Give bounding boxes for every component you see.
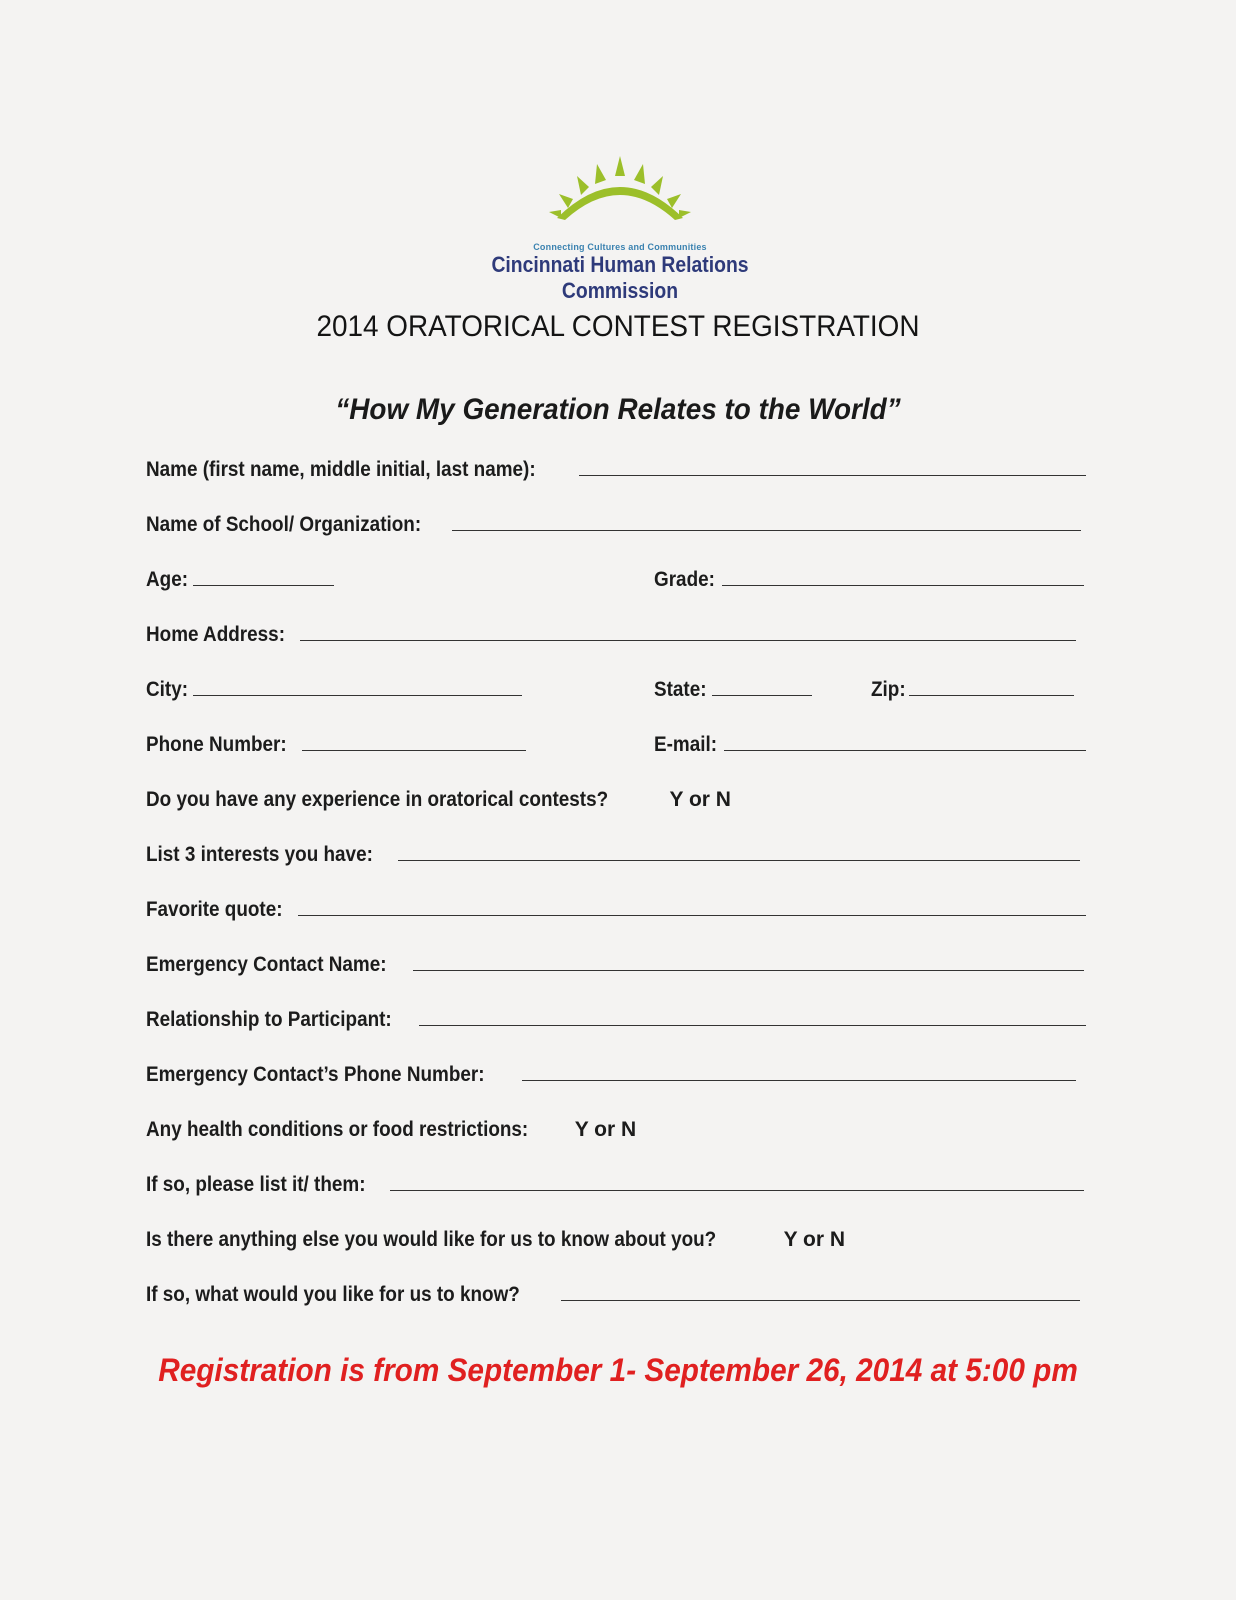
interests-label: List 3 interests you have: [146, 843, 373, 866]
logo-tagline: Connecting Cultures and Communities [533, 242, 707, 252]
health-list-label: If so, please list it/ them: [146, 1173, 366, 1196]
health-question [146, 1110, 636, 1142]
anything-else-detail-field[interactable] [146, 1275, 1080, 1307]
emergency-name-label: Emergency Contact Name: [146, 953, 387, 976]
address-field[interactable] [146, 615, 1076, 647]
name-line[interactable] [579, 474, 1086, 476]
emergency-phone-label: Emergency Contact’s Phone Number: [146, 1063, 485, 1086]
anything-else-label: Is there anything else you would like for us to know about you? [146, 1228, 717, 1251]
experience-yn[interactable]: Y or N [669, 788, 731, 811]
contest-theme: “How My Generation Relates to the World” [335, 393, 901, 426]
health-list-line[interactable] [390, 1189, 1084, 1191]
emergency-phone-field[interactable] [146, 1055, 1076, 1087]
address-line[interactable] [300, 639, 1076, 641]
phone-field[interactable] [146, 725, 526, 757]
email-field[interactable] [654, 725, 1086, 757]
city-line[interactable] [193, 694, 522, 696]
health-label: Any health conditions or food restrictions: [146, 1118, 529, 1141]
health-list-field[interactable] [146, 1165, 1084, 1197]
phone-line[interactable] [302, 749, 526, 751]
quote-field[interactable] [146, 890, 1086, 922]
state-line[interactable] [712, 694, 812, 696]
email-label: E-mail: [654, 733, 718, 756]
quote-line[interactable] [298, 914, 1086, 916]
age-line[interactable] [193, 584, 334, 586]
age-field[interactable] [146, 560, 334, 592]
organization-name: Cincinnati Human Relations Commission [491, 252, 749, 303]
sunrise-logo-icon [535, 150, 705, 240]
anything-else-yn[interactable]: Y or N [783, 1228, 846, 1251]
zip-field[interactable] [871, 670, 1074, 702]
interests-field[interactable] [146, 835, 1080, 867]
email-line[interactable] [724, 749, 1086, 751]
relationship-field[interactable] [146, 1000, 1086, 1032]
registration-dates: Registration is from September 1- September 26, 2014 at 5:00 pm [158, 1352, 1078, 1388]
state-field[interactable] [654, 670, 812, 702]
experience-question [146, 780, 731, 812]
anything-else-detail-line[interactable] [561, 1299, 1080, 1301]
state-label: State: [654, 678, 707, 701]
name-field[interactable] [146, 450, 1086, 482]
school-line[interactable] [452, 529, 1081, 531]
relationship-line[interactable] [419, 1024, 1086, 1026]
phone-label: Phone Number: [146, 733, 287, 756]
address-label: Home Address: [146, 623, 285, 646]
emergency-phone-line[interactable] [522, 1079, 1076, 1081]
grade-line[interactable] [722, 584, 1084, 586]
zip-label: Zip: [871, 678, 906, 701]
school-field[interactable] [146, 505, 1081, 537]
age-label: Age: [146, 568, 189, 591]
logo [430, 150, 810, 303]
zip-line[interactable] [909, 694, 1074, 696]
relationship-label: Relationship to Participant: [146, 1008, 392, 1031]
page-title: 2014 ORATORICAL CONTEST REGISTRATION [316, 310, 920, 343]
anything-else-question [146, 1220, 845, 1252]
grade-label: Grade: [654, 568, 715, 591]
name-label: Name (first name, middle initial, last name): [146, 458, 536, 481]
city-field[interactable] [146, 670, 522, 702]
experience-label: Do you have any experience in oratorical contests? [146, 788, 609, 811]
city-label: City: [146, 678, 189, 701]
emergency-name-line[interactable] [413, 969, 1084, 971]
emergency-name-field[interactable] [146, 945, 1084, 977]
anything-else-detail-label: If so, what would you like for us to know? [146, 1283, 520, 1306]
interests-line[interactable] [398, 859, 1080, 861]
grade-field[interactable] [654, 560, 1084, 592]
school-label: Name of School/ Organization: [146, 513, 422, 536]
quote-label: Favorite quote: [146, 898, 283, 921]
health-yn[interactable]: Y or N [574, 1118, 637, 1141]
